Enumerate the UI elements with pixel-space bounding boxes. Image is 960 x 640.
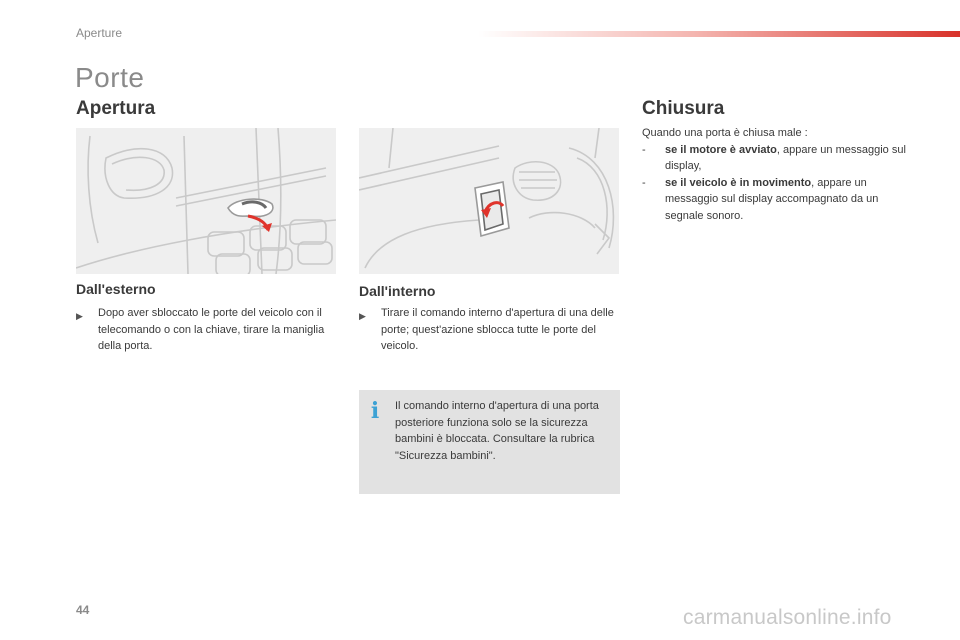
chiusura-item-bold: se il veicolo è in movimento (665, 176, 812, 189)
chiusura-item (642, 175, 912, 225)
dash-marker: - (642, 176, 646, 189)
info-box (359, 390, 620, 494)
chiusura-item-rest: , appare un messaggio sul display, (665, 143, 906, 172)
dash-marker: - (642, 143, 646, 156)
chiusura-intro: Quando una porta è chiusa male : (642, 127, 808, 139)
page-number: 44 (76, 603, 90, 617)
bullet-interno (359, 305, 621, 355)
bullet-interno-text: Tirare il comando interno d'apertura di una delle porte; quest'azione sblocca tutte le porte del veicolo. (381, 307, 614, 352)
exterior-door-handle-illustration (76, 128, 336, 274)
heading-dall-esterno: Dall'esterno (76, 281, 156, 297)
interior-door-handle-illustration (359, 128, 619, 274)
section-label: Aperture (76, 26, 123, 40)
page-title: Porte (75, 62, 145, 93)
bullet-arrow-icon: ▶ (359, 311, 366, 321)
bullet-esterno-text: Dopo aver sbloccato le porte del veicolo con il telecomando o con la chiave, tirare la maniglia della porta. (98, 307, 325, 352)
info-box-text: Il comando interno d'apertura di una porta posteriore funziona solo se la sicurezza bambini è bloccata. Consultare la rubrica "Sicurezza bambini". (395, 400, 599, 462)
chiusura-text-block (642, 125, 912, 224)
chiusura-item-bold: se il motore è avviato (665, 143, 777, 156)
chiusura-item-rest: , appare un messaggio sul display accompagnato da un segnale sonoro. (665, 176, 879, 222)
header-accent-bar (478, 31, 960, 37)
heading-chiusura: Chiusura (642, 98, 725, 119)
bullet-arrow-icon: ▶ (76, 311, 83, 321)
chiusura-item (642, 142, 912, 175)
heading-dall-interno: Dall'interno (359, 283, 436, 299)
info-icon: i (370, 398, 380, 424)
bullet-esterno (76, 305, 338, 355)
watermark: carmanualsonline.info (683, 606, 892, 629)
heading-apertura: Apertura (76, 98, 156, 119)
